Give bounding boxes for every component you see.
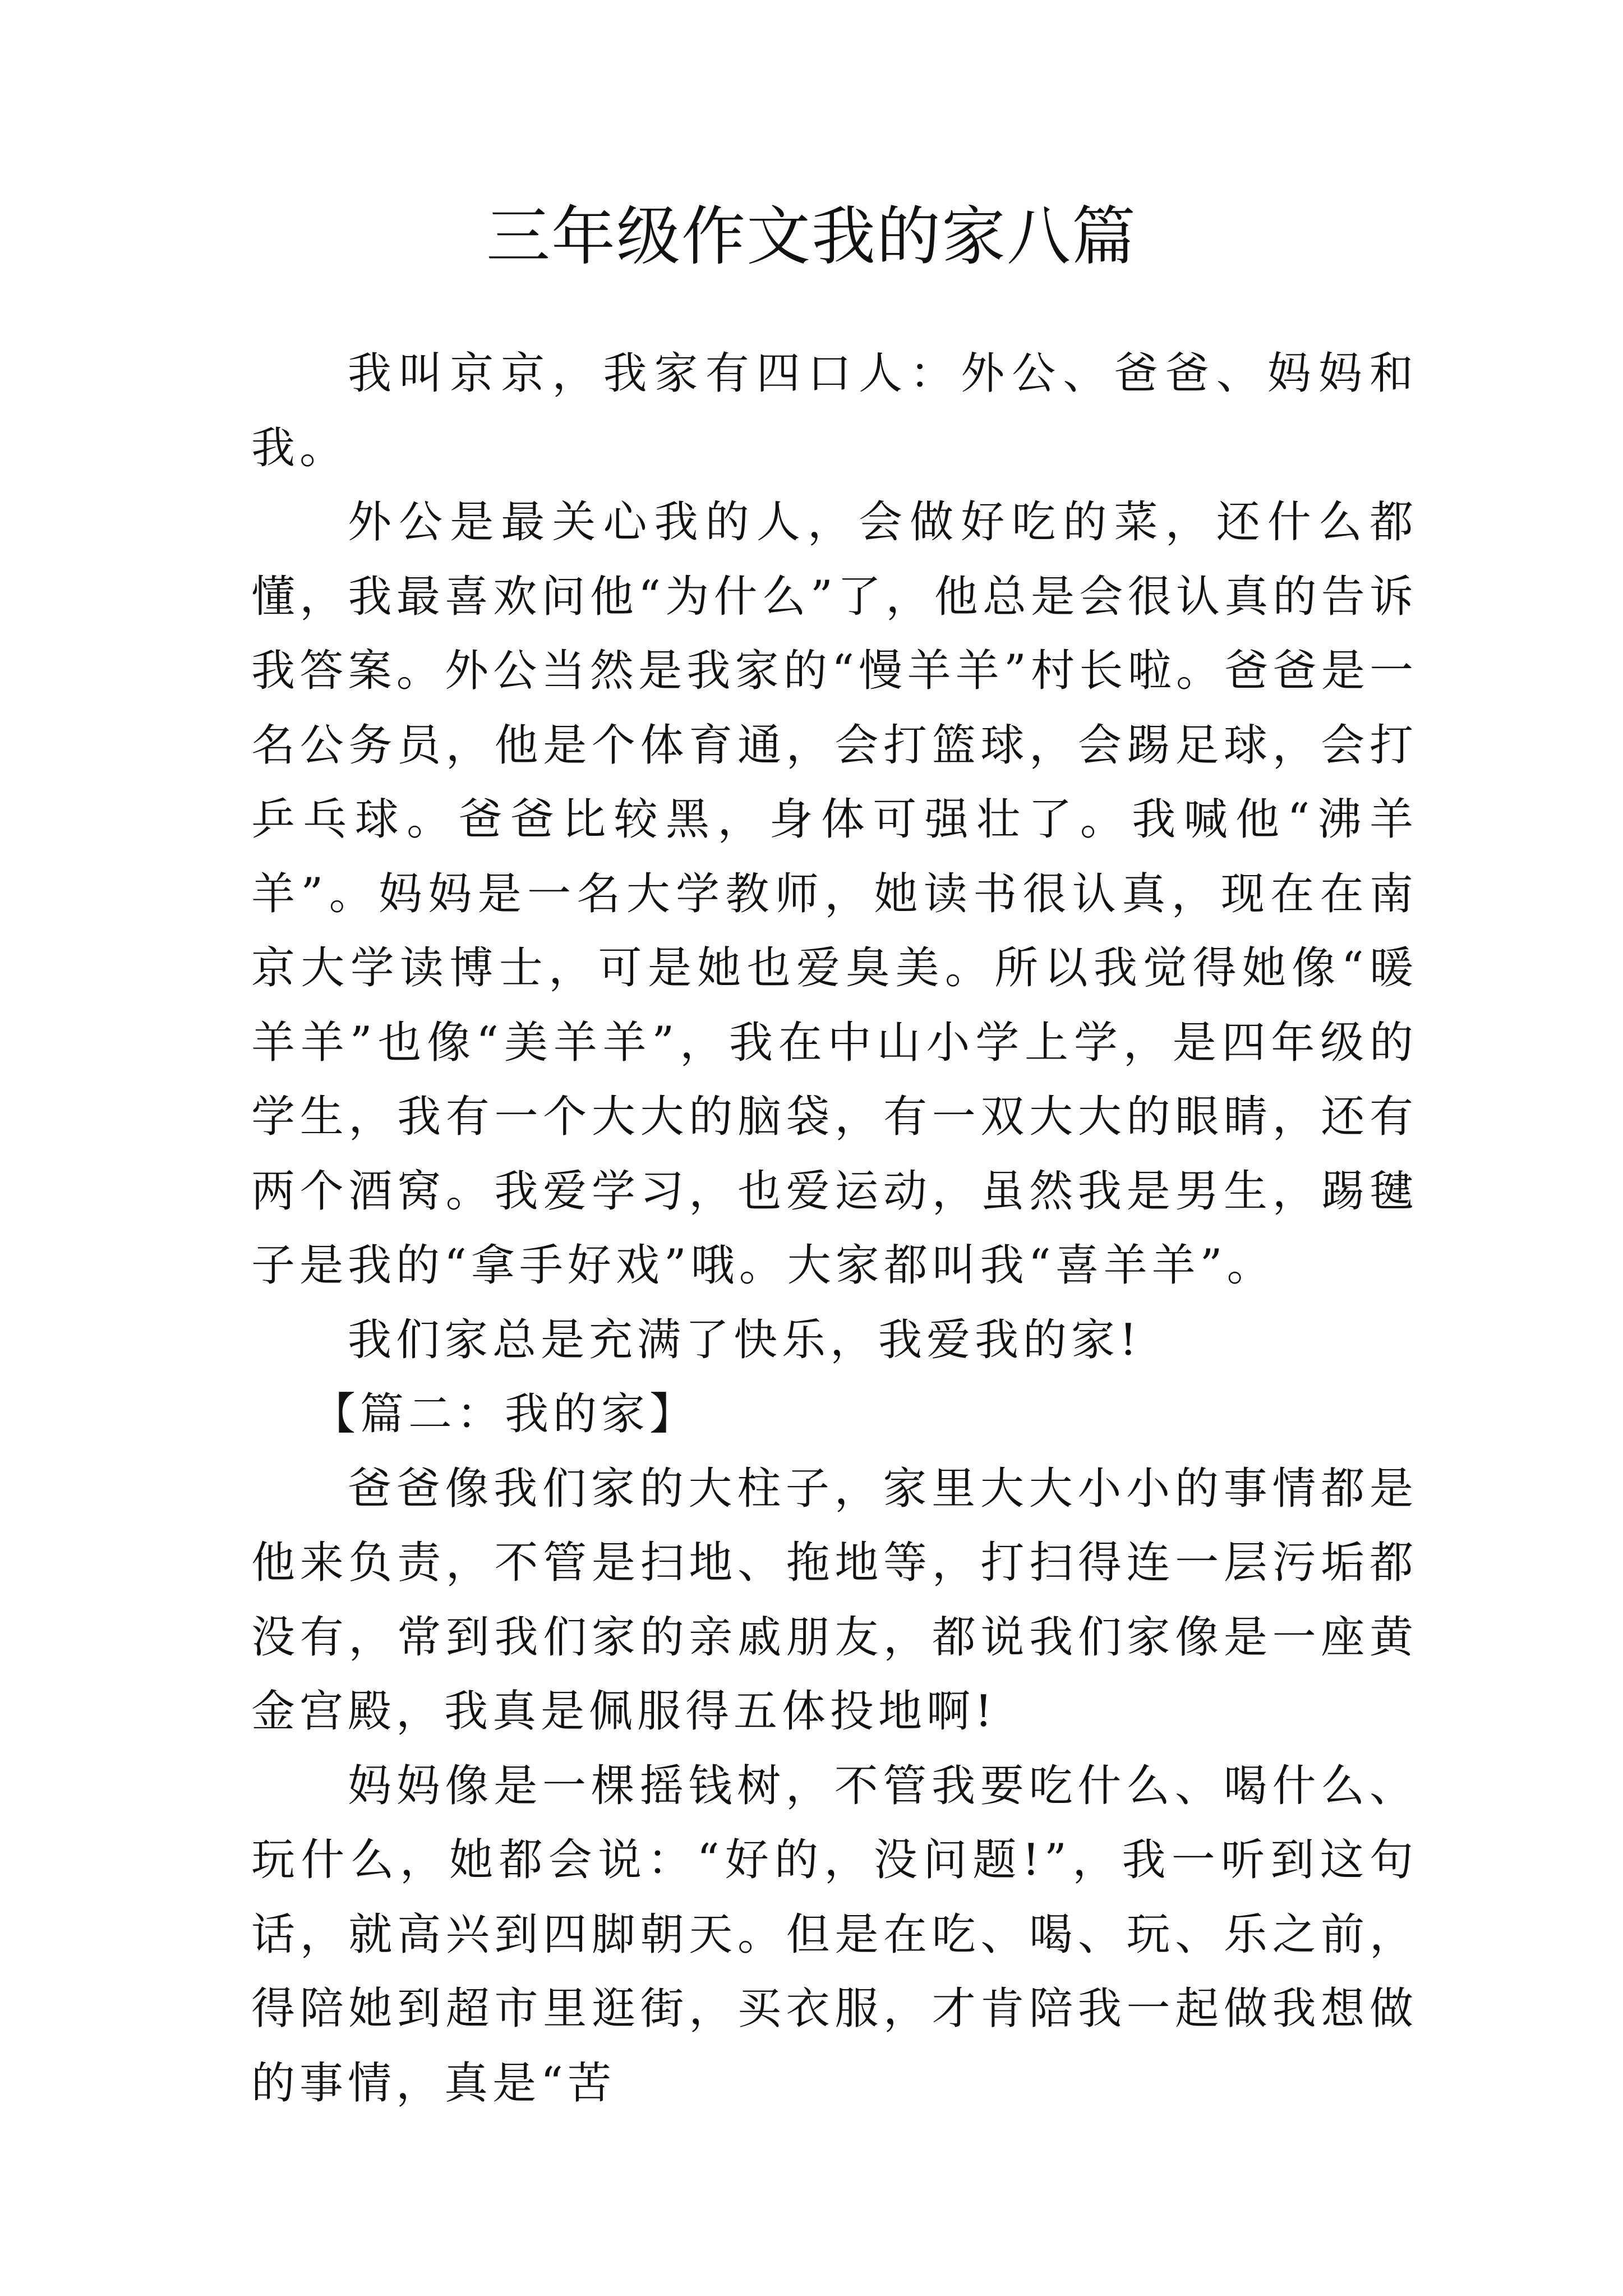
paragraph-mother: 妈妈像是一棵摇钱树，不管我要吃什么、喝什么、玩什么，她都会说：“好的，没问题!”，我一听到这句话，就高兴到四脚朝天。但是在吃、喝、玩、乐之前，得陪她到超市里逛街，买衣服，才肯陪我一起做我想做的事情，真是“苦 (251, 1760, 1418, 2109)
document-title: 三年级作文我的家八篇 (486, 199, 1137, 274)
paragraph-family-members: 外公是最关心我的人，会做好吃的菜，还什么都懂，我最喜欢问他“为什么”了，他总是会很认真的告诉我答案。外公当然是我家的“慢羊羊”村长啦。爸爸是一名公务员，他是个体育通，会打篮球，会踢足球，会打乒乓球。爸爸比较黑，身体可强壮了。我喊他“沸羊羊”。妈妈是一名大学教师，她读书很认真，现在在南京大学读博士，可是她也爱臭美。所以我觉得她像“暖羊羊”也像“美羊羊”，我在中山小学上学，是四年级的学生，我有一个大大的脑袋，有一双大大的眼睛，还有两个酒窝。我爱学习，也爱运动，虽然我是男生，踢毽子是我的“拿手好戏”哦。大家都叫我“喜羊羊”。 (251, 497, 1418, 1291)
paragraph-conclusion: 我们家总是充满了快乐，我爱我的家! (348, 1314, 1142, 1365)
section-heading-part-two: 【篇二：我的家】 (312, 1389, 698, 1439)
paragraph-father: 爸爸像我们家的大柱子，家里大大小小的事情都是他来负责，不管是扫地、拖地等，打扫得连一层污垢都没有，常到我们家的亲戚朋友，都说我们家像是一座黄金宫殿，我真是佩服得五体投地啊! (251, 1463, 1418, 1737)
paragraph-intro: 我叫京京，我家有四口人：外公、爸爸、妈妈和我。 (251, 348, 1418, 473)
document-body (251, 337, 1418, 2120)
